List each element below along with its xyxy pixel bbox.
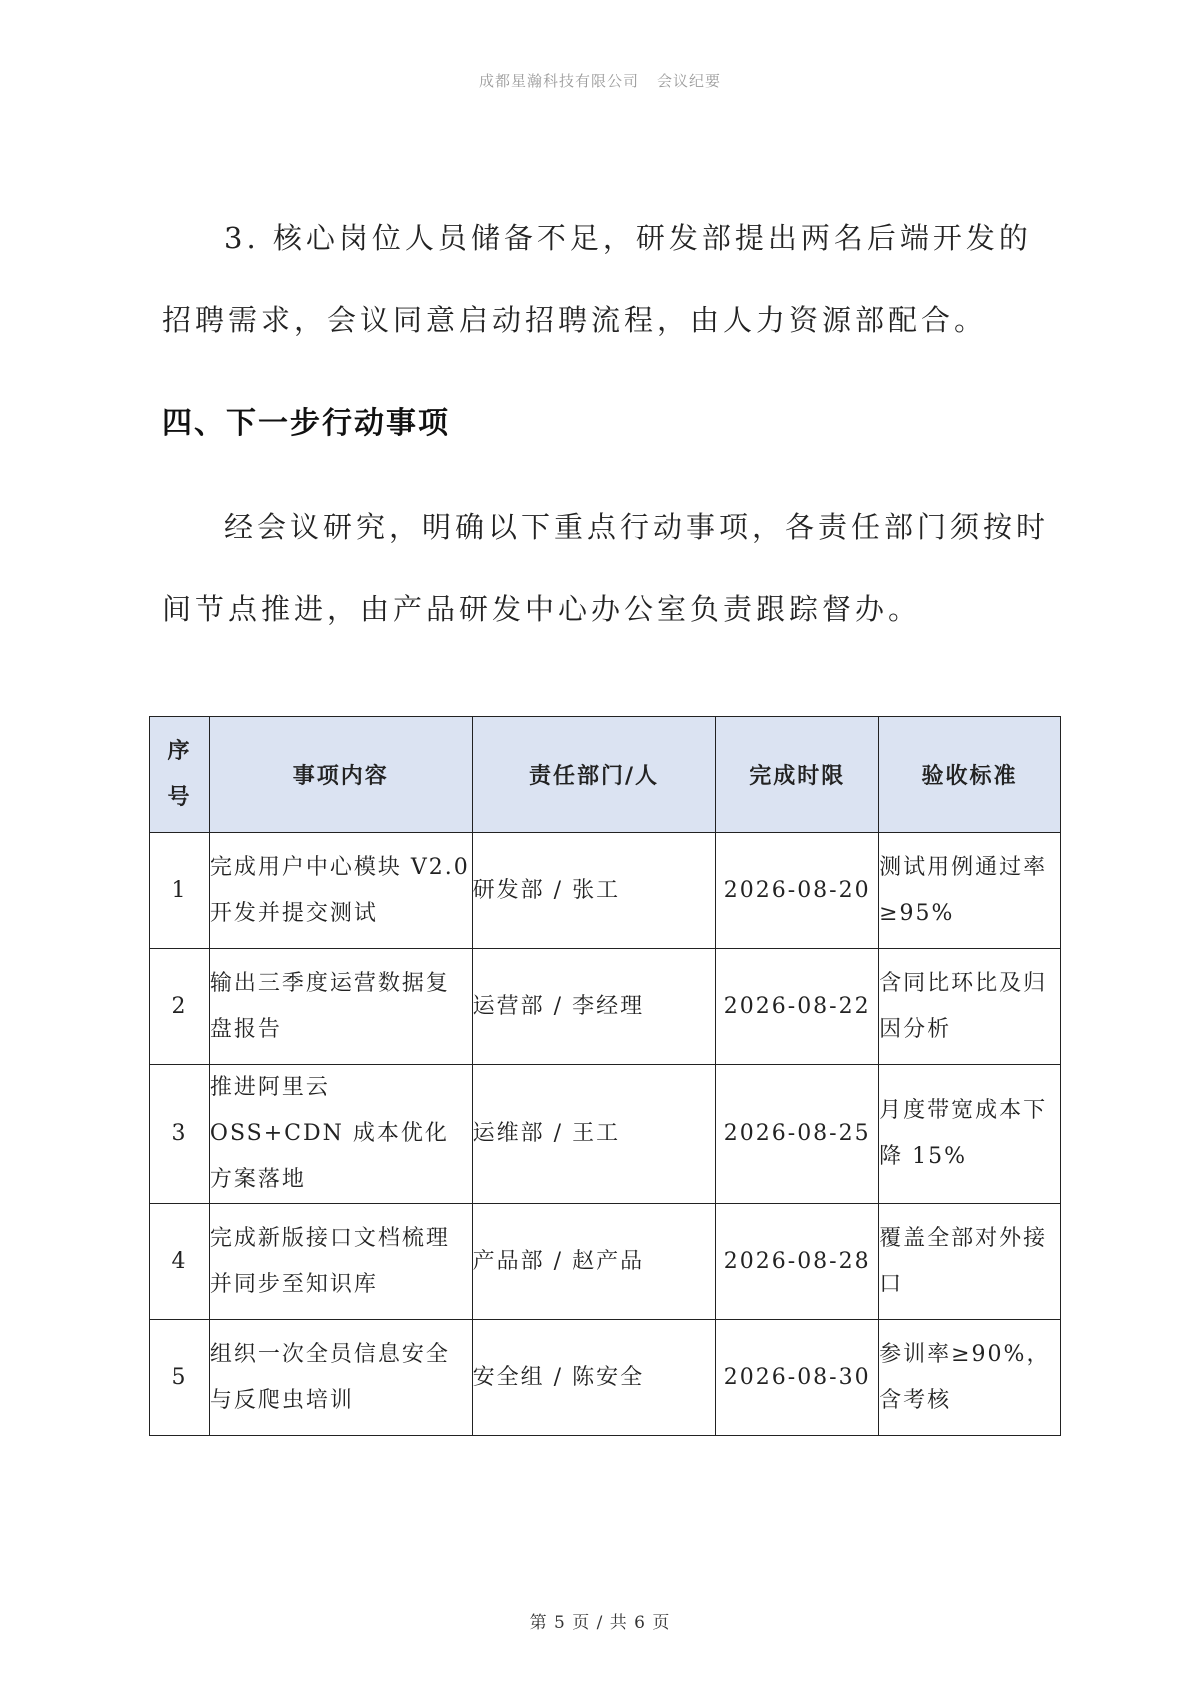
cell-criteria: 测试用例通过率≥95% <box>879 833 1061 949</box>
cell-criteria: 含同比环比及归因分析 <box>879 949 1061 1065</box>
header-task: 事项内容 <box>209 717 472 833</box>
header-no-line-2: 号 <box>167 784 192 810</box>
header-criteria: 验收标准 <box>879 717 1061 833</box>
paragraph-2-text: 经会议研究，明确以下重点行动事项，各责任部门须按时间节点推进，由产品研发中心办公室负责跟踪督办。 <box>162 510 1050 626</box>
cell-due: 2026-08-30 <box>716 1320 879 1436</box>
cell-due: 2026-08-20 <box>716 833 879 949</box>
table-header-row <box>150 717 1061 833</box>
cell-no: 1 <box>150 833 210 949</box>
cell-owner: 研发部 / 张工 <box>472 833 716 949</box>
cell-criteria: 参训率≥90%，含考核 <box>879 1320 1061 1436</box>
table-row <box>150 1065 1061 1204</box>
header-no-line-1: 序 <box>167 738 192 764</box>
paragraph-1-text: 3. 核心岗位人员储备不足，研发部提出两名后端开发的招聘需求，会议同意启动招聘流程，由人力资源部配合。 <box>162 221 1032 337</box>
cell-owner: 运营部 / 李经理 <box>472 949 716 1065</box>
table-row <box>150 949 1061 1065</box>
cell-owner: 安全组 / 陈安全 <box>472 1320 716 1436</box>
header-due: 完成时限 <box>716 717 879 833</box>
cell-task: 完成用户中心模块 V2.0 开发并提交测试 <box>209 833 472 949</box>
cell-due: 2026-08-25 <box>716 1065 879 1204</box>
cell-criteria: 覆盖全部对外接口 <box>879 1204 1061 1320</box>
page-header <box>0 70 1200 91</box>
paragraph-2 <box>162 486 1062 650</box>
table-row <box>150 833 1061 949</box>
cell-no: 5 <box>150 1320 210 1436</box>
header-no <box>150 717 210 833</box>
cell-due: 2026-08-28 <box>716 1204 879 1320</box>
cell-owner: 运维部 / 王工 <box>472 1065 716 1204</box>
cell-task: 组织一次全员信息安全与反爬虫培训 <box>209 1320 472 1436</box>
header-doc-type: 会议纪要 <box>657 72 722 90</box>
paragraph-1 <box>162 197 1062 361</box>
action-items-table <box>149 716 1061 1436</box>
table-row <box>150 1204 1061 1320</box>
cell-task: 完成新版接口文档梳理并同步至知识库 <box>209 1204 472 1320</box>
cell-no: 3 <box>150 1065 210 1204</box>
cell-due: 2026-08-22 <box>716 949 879 1065</box>
table-row <box>150 1320 1061 1436</box>
section-heading: 四、下一步行动事项 <box>162 406 450 441</box>
header-company: 成都星瀚科技有限公司 <box>478 72 639 90</box>
cell-task: 输出三季度运营数据复盘报告 <box>209 949 472 1065</box>
cell-task: 推进阿里云 OSS+CDN 成本优化方案落地 <box>209 1065 472 1204</box>
page-footer: 第 5 页 / 共 6 页 <box>529 1613 671 1633</box>
cell-no: 4 <box>150 1204 210 1320</box>
cell-criteria: 月度带宽成本下降 15% <box>879 1065 1061 1204</box>
cell-no: 2 <box>150 949 210 1065</box>
cell-owner: 产品部 / 赵产品 <box>472 1204 716 1320</box>
header-owner: 责任部门/人 <box>472 717 716 833</box>
